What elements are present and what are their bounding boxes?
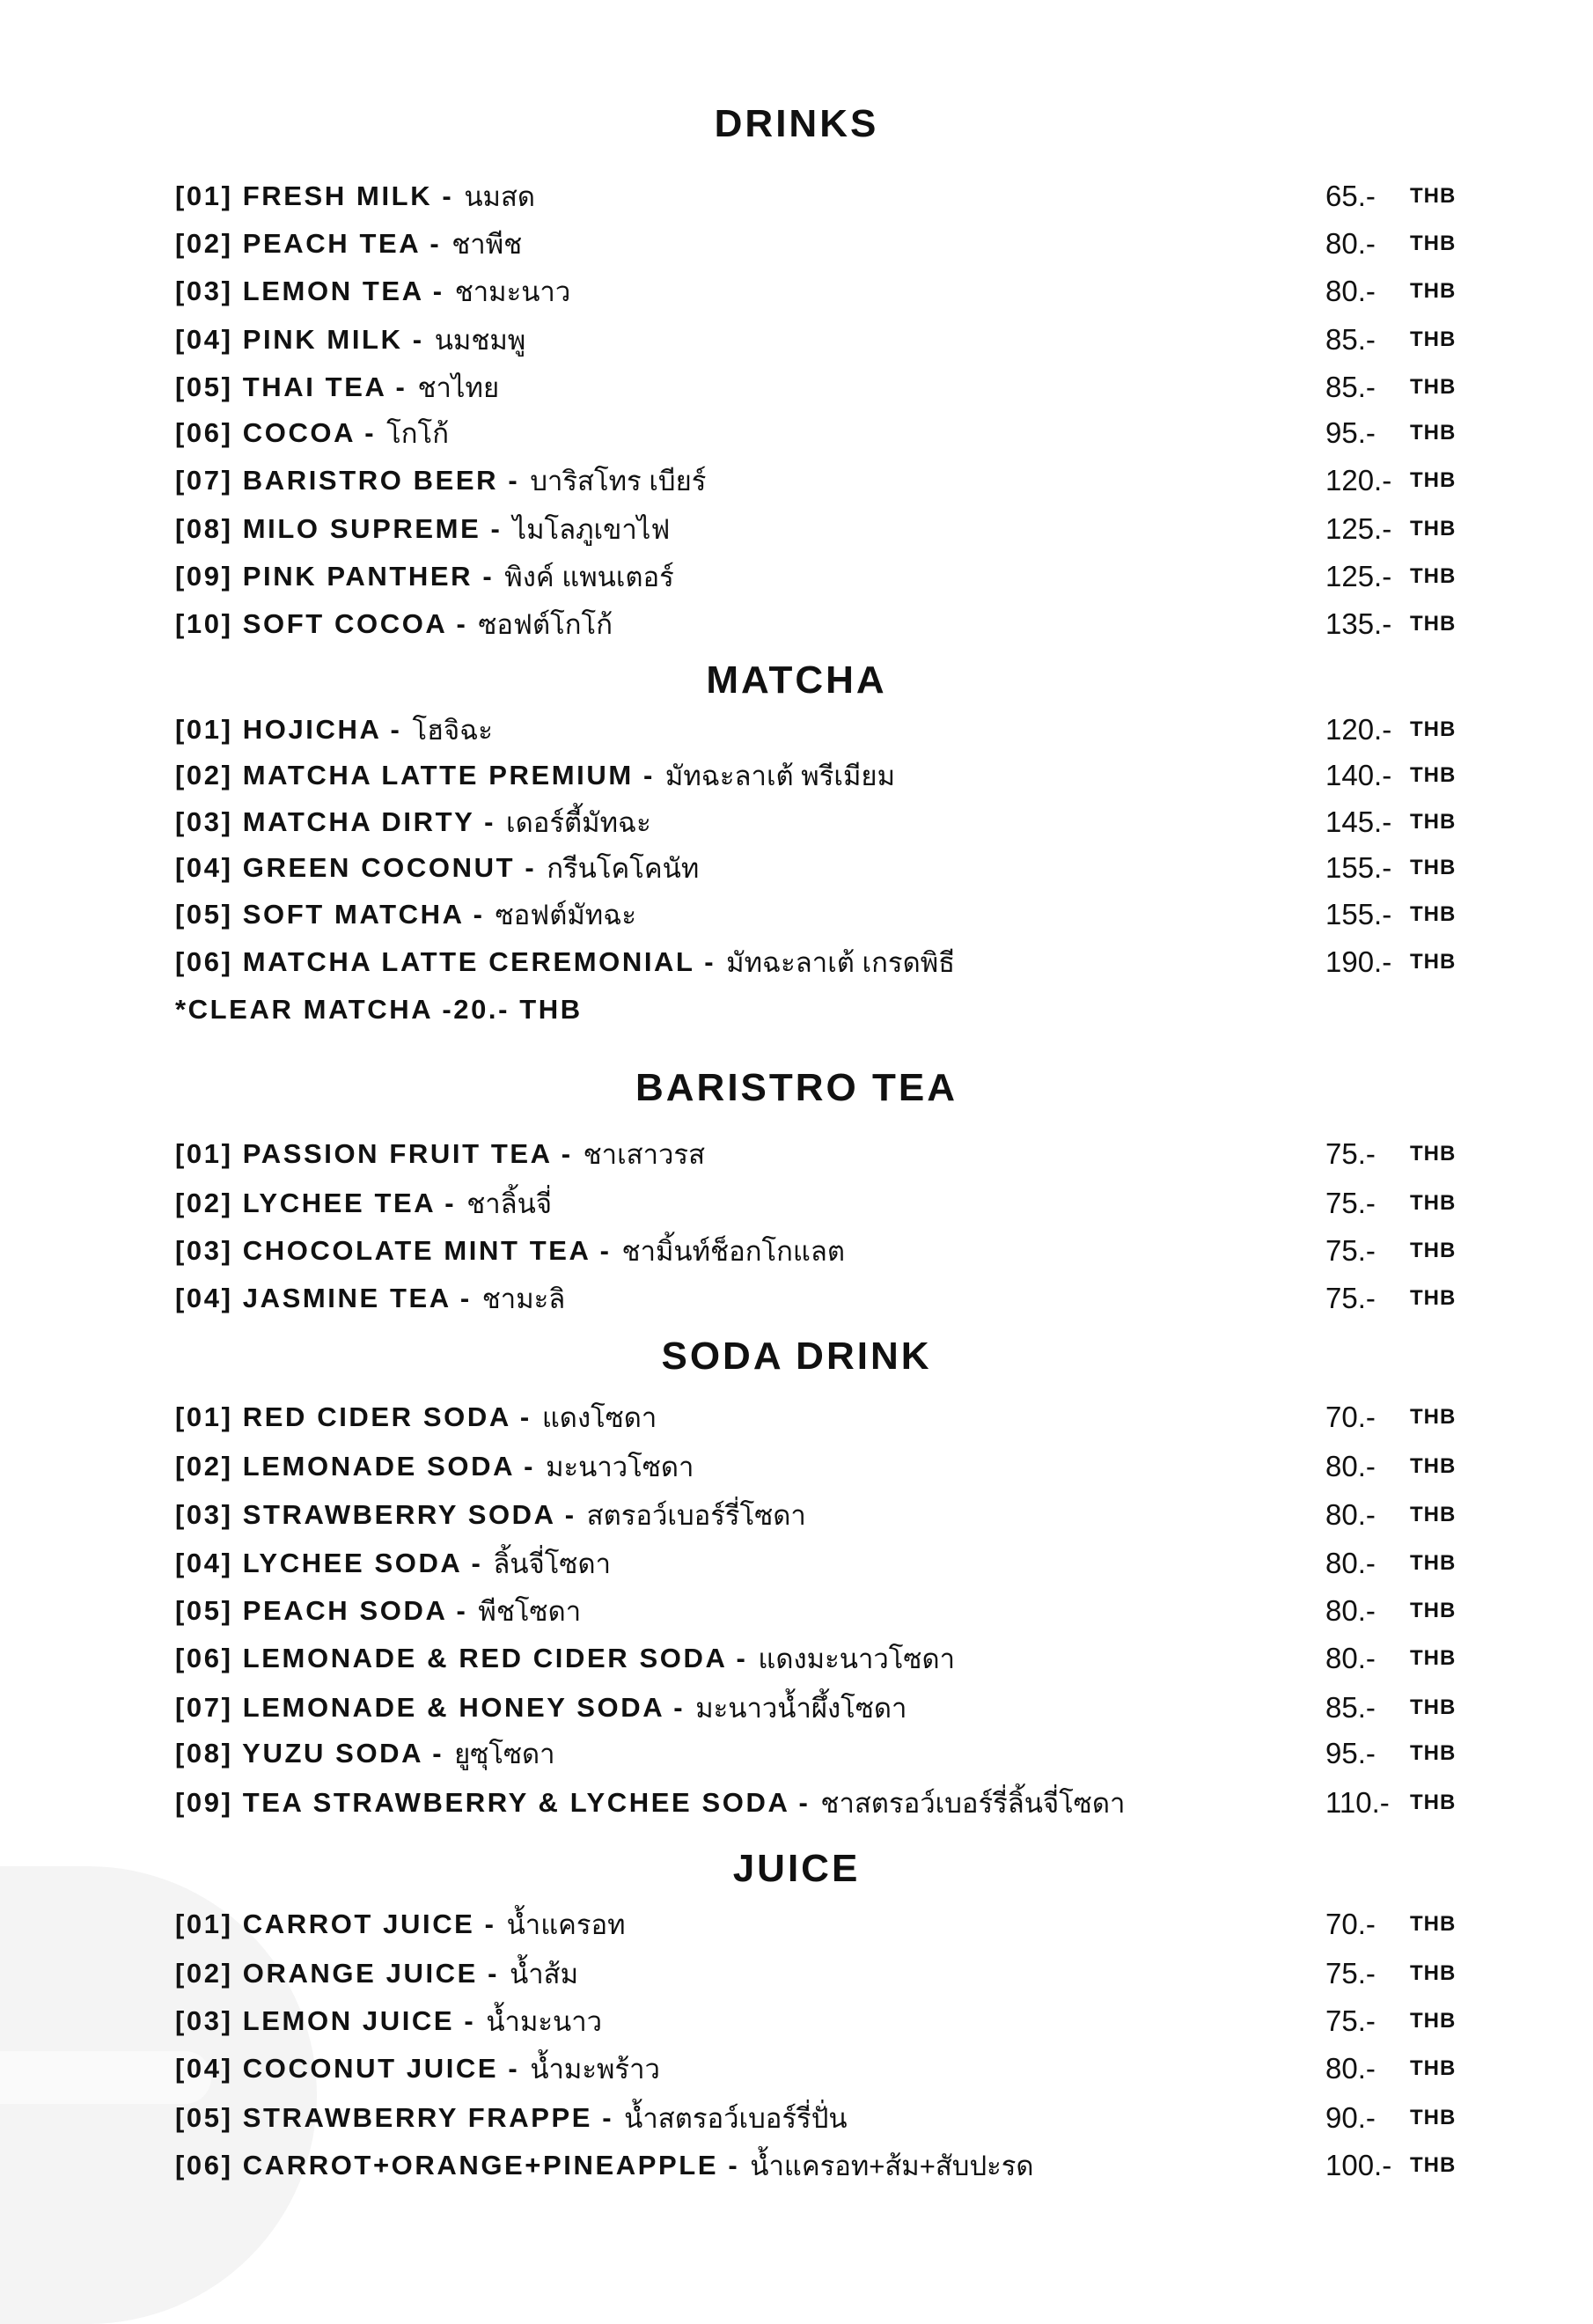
menu-item: [175, 754, 1457, 798]
item-thai-name: เดอร์ตี้มัทฉะ: [506, 807, 651, 838]
item-price: 75.-: [1325, 1957, 1376, 1989]
menu-item: [175, 1541, 1457, 1585]
item-currency: THB: [1410, 1405, 1457, 1429]
item-currency: THB: [1410, 1142, 1457, 1166]
menu-item: [175, 1589, 1457, 1633]
item-thai-name: น้ำแครอท: [506, 1909, 626, 1940]
item-name: [01] RED CIDER SODA -: [175, 1401, 532, 1432]
item-currency: THB: [1410, 612, 1457, 636]
item-name: [01] PASSION FRUIT TEA -: [175, 1138, 573, 1169]
menu-item: [175, 269, 1457, 313]
item-price: 80.-: [1325, 1498, 1376, 1531]
item-currency: THB: [1410, 1454, 1457, 1478]
item-currency: THB: [1410, 1286, 1457, 1310]
menu-item: [175, 222, 1457, 266]
item-name: [07] BARISTRO BEER -: [175, 465, 520, 496]
menu-item: [175, 1732, 1457, 1776]
item-price: 80.-: [1325, 1450, 1376, 1482]
item-thai-name: ชาสตรอว์เบอร์รี่ลิ้นจี่โซดา: [820, 1788, 1126, 1819]
menu-item: [175, 1132, 1457, 1176]
item-thai-name: น้ำมะพร้าว: [530, 2054, 660, 2085]
item-currency: THB: [1410, 810, 1457, 834]
item-name: [02] PEACH TEA -: [175, 228, 442, 259]
item-price: 135.-: [1325, 607, 1392, 640]
item-price: 70.-: [1325, 1908, 1376, 1940]
item-currency: THB: [1410, 2106, 1457, 2129]
menu-item: [175, 1493, 1457, 1537]
item-price: 85.-: [1325, 371, 1376, 403]
section-note: *CLEAR MATCHA -20.- THB: [175, 994, 583, 1025]
item-currency: THB: [1410, 1191, 1457, 1215]
item-name: [05] SOFT MATCHA -: [175, 899, 485, 930]
item-thai-name: ชามิ้นท์ช็อกโกแลต: [621, 1236, 846, 1267]
item-name: [05] THAI TEA -: [175, 371, 407, 402]
item-currency: THB: [1410, 717, 1457, 741]
item-currency: THB: [1410, 327, 1457, 351]
item-currency: THB: [1410, 1741, 1457, 1765]
item-price: 120.-: [1325, 713, 1392, 746]
menu-item: [175, 1636, 1457, 1680]
item-name: [02] MATCHA LATTE PREMIUM -: [175, 760, 655, 791]
item-currency: THB: [1410, 1599, 1457, 1622]
item-currency: THB: [1410, 232, 1457, 255]
item-currency: THB: [1410, 763, 1457, 787]
item-thai-name: น้ำส้ม: [510, 1959, 579, 1989]
menu-item: [175, 708, 1457, 752]
item-name: [02] LYCHEE TEA -: [175, 1188, 457, 1218]
menu-item: [175, 1445, 1457, 1489]
item-thai-name: มะนาวโซดา: [546, 1452, 694, 1482]
item-name: [09] PINK PANTHER -: [175, 561, 495, 592]
item-name: [03] STRAWBERRY SODA -: [175, 1499, 576, 1530]
item-name: [03] CHOCOLATE MINT TEA -: [175, 1235, 612, 1266]
item-price: 75.-: [1325, 1187, 1376, 1219]
item-name: [02] ORANGE JUICE -: [175, 1958, 500, 1989]
item-thai-name: มัทฉะลาเต้ เกรดพิธี: [726, 947, 956, 978]
item-price: 120.-: [1325, 464, 1392, 496]
menu-item: [175, 555, 1457, 599]
item-name: [06] LEMONADE & RED CIDER SODA -: [175, 1643, 748, 1673]
menu-item: [175, 411, 1457, 455]
item-price: 80.-: [1325, 1642, 1376, 1674]
section-heading-baristro-tea: BARISTRO TEA: [635, 1066, 958, 1109]
item-price: 85.-: [1325, 1691, 1376, 1724]
menu-item: [175, 174, 1457, 218]
menu-item: [175, 1952, 1457, 1996]
item-name: [03] LEMON TEA -: [175, 276, 444, 306]
item-currency: THB: [1410, 1695, 1457, 1719]
menu-item: [175, 893, 1457, 937]
menu-item: [175, 318, 1457, 362]
menu-item: [175, 2144, 1457, 2188]
item-currency: THB: [1410, 2009, 1457, 2033]
menu-item: [175, 1181, 1457, 1225]
item-price: 95.-: [1325, 416, 1376, 449]
item-price: 95.-: [1325, 1737, 1376, 1769]
item-currency: THB: [1410, 1551, 1457, 1575]
item-thai-name: แดงโซดา: [541, 1402, 657, 1433]
section-heading-drinks: DRINKS: [714, 102, 879, 145]
menu-item: [175, 507, 1457, 551]
menu-item: [175, 365, 1457, 409]
item-price: 140.-: [1325, 759, 1392, 791]
item-currency: THB: [1410, 2153, 1457, 2177]
item-thai-name: ไมโลภูเขาไฟ: [512, 514, 671, 545]
item-price: 125.-: [1325, 512, 1392, 545]
item-name: [04] COCONUT JUICE -: [175, 2053, 520, 2084]
item-price: 190.-: [1325, 945, 1392, 978]
item-name: [06] COCOA -: [175, 417, 377, 448]
item-name: [05] PEACH SODA -: [175, 1595, 468, 1626]
item-currency: THB: [1410, 184, 1457, 208]
item-currency: THB: [1410, 1791, 1457, 1814]
item-currency: THB: [1410, 950, 1457, 974]
item-price: 65.-: [1325, 180, 1376, 212]
item-name: [06] MATCHA LATTE CEREMONIAL -: [175, 946, 716, 977]
menu-item: [175, 1395, 1457, 1439]
item-thai-name: นมชมพู: [434, 325, 526, 356]
item-thai-name: ลิ้นจี่โซดา: [493, 1548, 611, 1579]
menu-item: [175, 800, 1457, 844]
menu-item: [175, 1902, 1457, 1946]
menu-item: [175, 1781, 1457, 1825]
item-price: 75.-: [1325, 1282, 1376, 1314]
item-name: [05] STRAWBERRY FRAPPE -: [175, 2102, 614, 2133]
item-thai-name: น้ำแครอท+ส้ม+สับปะรด: [750, 2151, 1034, 2181]
item-thai-name: พีชโซดา: [478, 1596, 582, 1627]
item-currency: THB: [1410, 468, 1457, 492]
menu-item: [175, 1999, 1457, 2043]
item-thai-name: ชาลิ้นจี่: [466, 1188, 553, 1219]
menu-item: [175, 1686, 1457, 1730]
item-price: 125.-: [1325, 560, 1392, 592]
item-name: [08] YUZU SODA -: [175, 1738, 444, 1769]
item-price: 80.-: [1325, 1547, 1376, 1579]
item-price: 75.-: [1325, 1137, 1376, 1170]
item-thai-name: พิงค์ แพนเตอร์: [504, 562, 674, 592]
menu-item: [175, 1276, 1457, 1320]
item-price: 145.-: [1325, 805, 1392, 838]
item-currency: THB: [1410, 856, 1457, 879]
item-currency: THB: [1410, 1239, 1457, 1262]
section-heading-soda-drink: SODA DRINK: [661, 1335, 932, 1378]
item-thai-name: นมสด: [464, 181, 536, 212]
item-thai-name: ชามะลิ: [481, 1283, 566, 1314]
item-name: [04] JASMINE TEA -: [175, 1283, 472, 1313]
item-price: 90.-: [1325, 2101, 1376, 2134]
section-heading-juice: JUICE: [732, 1847, 861, 1890]
item-price: 155.-: [1325, 851, 1392, 884]
item-price: 80.-: [1325, 1594, 1376, 1627]
item-thai-name: ยูซุโซดา: [454, 1739, 555, 1769]
item-price: 75.-: [1325, 1234, 1376, 1267]
item-name: [01] CARROT JUICE -: [175, 1908, 496, 1939]
item-price: 80.-: [1325, 275, 1376, 307]
item-name: [04] GREEN COCONUT -: [175, 852, 537, 883]
menu-item: [175, 2096, 1457, 2140]
item-thai-name: สตรอว์เบอร์รี่โซดา: [586, 1500, 806, 1531]
item-thai-name: ซอฟต์มัทฉะ: [495, 900, 636, 930]
item-price: 85.-: [1325, 323, 1376, 356]
item-thai-name: โฮจิฉะ: [412, 715, 493, 746]
item-name: [01] FRESH MILK -: [175, 180, 454, 211]
item-thai-name: มะนาวน้ำผึ้งโซดา: [695, 1693, 907, 1724]
item-thai-name: บาริสโทร เบียร์: [530, 466, 707, 496]
item-name: [03] LEMON JUICE -: [175, 2005, 476, 2036]
item-name: [04] PINK MILK -: [175, 324, 424, 355]
item-currency: THB: [1410, 421, 1457, 445]
item-thai-name: ซอฟต์โกโก้: [478, 609, 613, 640]
item-currency: THB: [1410, 1503, 1457, 1526]
item-price: 70.-: [1325, 1401, 1376, 1433]
item-name: [10] SOFT COCOA -: [175, 608, 468, 639]
item-thai-name: ชามะนาว: [454, 276, 571, 307]
item-price: 110.-: [1325, 1786, 1390, 1819]
item-currency: THB: [1410, 902, 1457, 926]
item-name: [04] LYCHEE SODA -: [175, 1548, 483, 1578]
item-price: 155.-: [1325, 898, 1392, 930]
item-currency: THB: [1410, 517, 1457, 541]
item-thai-name: น้ำสตรอว์เบอร์รี่ปั่น: [624, 2103, 848, 2134]
item-price: 80.-: [1325, 2052, 1376, 2085]
item-price: 75.-: [1325, 2004, 1376, 2037]
item-price: 80.-: [1325, 227, 1376, 260]
item-currency: THB: [1410, 564, 1457, 588]
item-name: [09] TEA STRAWBERRY & LYCHEE SODA -: [175, 1787, 811, 1818]
item-name: [01] HOJICHA -: [175, 714, 402, 745]
item-name: [02] LEMONADE SODA -: [175, 1451, 536, 1482]
item-thai-name: ชาไทย: [417, 372, 500, 403]
menu-item: [175, 2047, 1457, 2091]
item-name: [07] LEMONADE & HONEY SODA -: [175, 1692, 686, 1723]
section-heading-matcha: MATCHA: [706, 658, 887, 702]
menu-item: [175, 459, 1457, 503]
menu-item: [175, 1229, 1457, 1273]
item-currency: THB: [1410, 1961, 1457, 1985]
item-price: 100.-: [1325, 2149, 1392, 2181]
menu-item: [175, 846, 1457, 890]
item-thai-name: น้ำมะนาว: [486, 2006, 603, 2037]
item-thai-name: กรีนโคโคนัท: [547, 853, 700, 884]
item-name: [03] MATCHA DIRTY -: [175, 806, 496, 837]
item-thai-name: แดงมะนาวโซดา: [758, 1644, 955, 1674]
item-currency: THB: [1410, 2056, 1457, 2080]
menu-item: [175, 602, 1457, 646]
item-currency: THB: [1410, 375, 1457, 399]
item-thai-name: ชาเสาวรส: [583, 1139, 705, 1170]
item-name: [06] CARROT+ORANGE+PINEAPPLE -: [175, 2150, 740, 2181]
item-name: [08] MILO SUPREME -: [175, 513, 503, 544]
item-currency: THB: [1410, 279, 1457, 303]
item-currency: THB: [1410, 1912, 1457, 1936]
item-currency: THB: [1410, 1646, 1457, 1670]
item-thai-name: ชาพีช: [451, 229, 523, 260]
menu-item: [175, 940, 1457, 984]
item-thai-name: มัทฉะลาเต้ พรีเมียม: [664, 761, 896, 791]
item-thai-name: โกโก้: [386, 418, 449, 449]
